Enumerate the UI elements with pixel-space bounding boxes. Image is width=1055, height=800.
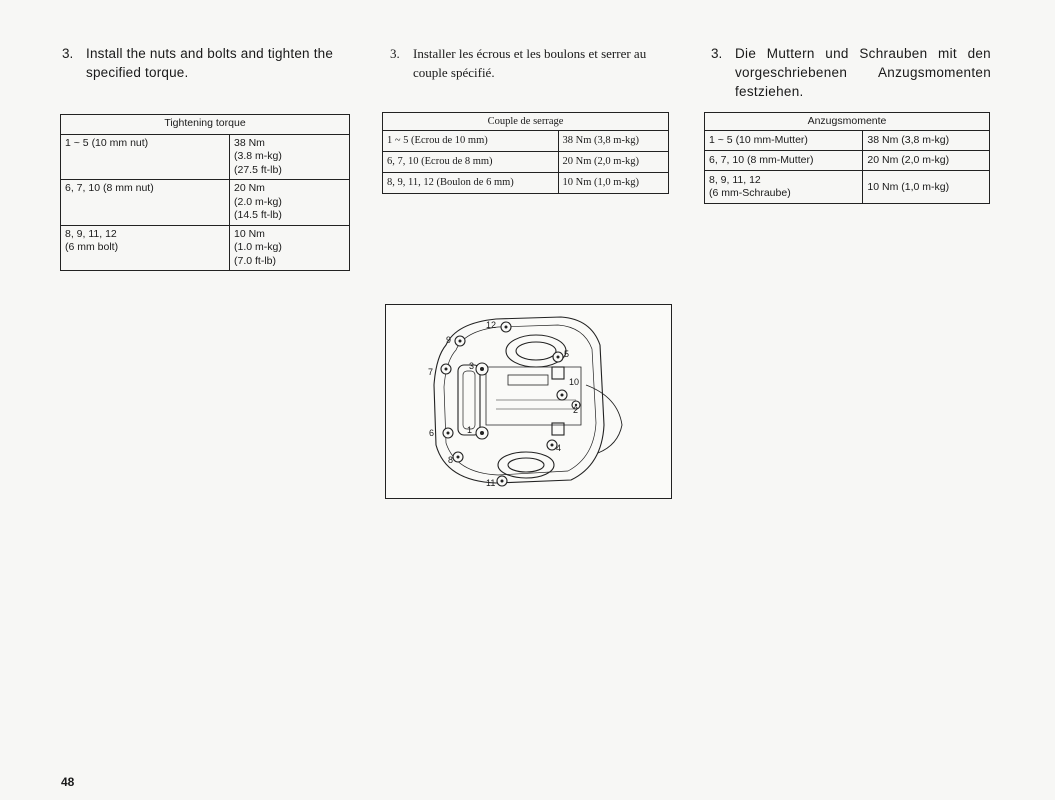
callout-1: 1 [467,425,473,435]
french-row-1-items: 1 ~ 5 (Ecrou de 10 mm) [383,131,559,152]
english-row-2-value-nm: 20 Nm [234,182,265,194]
english-step-number: 3. [62,46,74,61]
german-torque-table [704,112,990,204]
callout-12: 12 [486,320,497,330]
english-row-3-value-ftlb: (7.0 ft-lb) [234,254,277,267]
page-number: 48 [61,775,75,789]
french-instruction [390,44,675,82]
callout-3: 3 [469,361,475,371]
english-column [62,44,354,82]
french-table-caption: Couple de serrage [383,113,669,131]
table-row [705,131,990,151]
table-row [61,225,350,271]
english-row-1-value-ftlb: (27.5 ft-lb) [234,163,282,176]
callout-7: 7 [428,367,434,377]
english-torque-table [60,114,350,271]
english-row-1-value [230,134,350,180]
english-row-3-value-nm: 10 Nm [234,227,265,240]
english-table-caption: Tightening torque [61,115,350,135]
german-row-3-items-cell [705,171,863,204]
english-row-2-value-mkg: (2.0 m-kg) [234,195,282,208]
callout-11: 11 [486,478,496,488]
english-row-1-value-nm: 38 Nm [234,136,265,149]
english-instruction [62,44,354,82]
english-row-3-value-mkg: (1.0 m-kg) [234,241,282,253]
callout-5: 5 [564,349,570,359]
french-row-2-value: 20 Nm (2,0 m-kg) [558,152,668,173]
german-row-3-items: 8, 9, 11, 12 [709,174,761,186]
english-row-3-items-sub: (6 mm bolt) [65,241,119,253]
french-row-2-items: 6, 7, 10 (Ecrou de 8 mm) [383,152,559,173]
german-instruction-text: Die Muttern und Schrauben mit den vorgeschriebenen Anzugsmomenten festziehen. [735,46,991,99]
callout-10: 10 [569,377,580,387]
english-row-2-value [230,180,350,226]
callout-2: 2 [573,405,579,415]
table-row [383,131,669,152]
english-row-1-value-mkg: (3.8 m-kg) [234,150,282,162]
french-row-1-value: 38 Nm (3,8 m-kg) [558,131,668,152]
english-row-3-items: 8, 9, 11, 12 [65,227,117,240]
engine-head-drawing [386,305,671,498]
english-instruction-text: Install the nuts and bolts and tighten the specified torque. [86,46,334,80]
bolt-tightening-diagram [385,304,672,499]
french-row-3-value: 10 Nm (1,0 m-kg) [558,173,668,194]
callout-6: 6 [429,428,435,438]
table-row [383,152,669,173]
german-column [711,44,991,101]
german-row-2-items: 6, 7, 10 (8 mm-Mutter) [705,151,863,171]
table-row [705,171,990,204]
german-row-3-items-sub: (6 mm-Schraube) [709,187,791,199]
english-row-1-items: 1 ~ 5 (10 mm nut) [61,134,230,180]
german-table-caption: Anzugsmomente [705,113,990,131]
table-row [61,180,350,226]
french-column [390,44,675,82]
german-step-number: 3. [711,46,723,61]
german-row-2-value: 20 Nm (2,0 m-kg) [863,151,990,171]
table-row [705,151,990,171]
english-row-2-items: 6, 7, 10 (8 mm nut) [61,180,230,226]
french-instruction-text: Installer les écrous et les boulons et serrer au couple spécifié. [413,46,647,80]
english-row-3-value [230,225,350,271]
table-row [61,134,350,180]
german-row-1-value: 38 Nm (3,8 m-kg) [863,131,990,151]
german-instruction [711,44,991,101]
table-row [383,173,669,194]
english-row-2-value-ftlb: (14.5 ft-lb) [234,209,282,221]
french-row-3-items: 8, 9, 11, 12 (Boulon de 6 mm) [383,173,559,194]
french-torque-table [382,112,669,194]
french-step-number: 3. [390,46,400,61]
german-row-3-value: 10 Nm (1,0 m-kg) [863,171,990,204]
callout-8: 8 [448,455,454,465]
callout-4: 4 [556,443,562,453]
callout-9: 9 [446,335,452,345]
english-row-3-items-cell [61,225,230,271]
german-row-1-items: 1 ~ 5 (10 mm-Mutter) [705,131,863,151]
